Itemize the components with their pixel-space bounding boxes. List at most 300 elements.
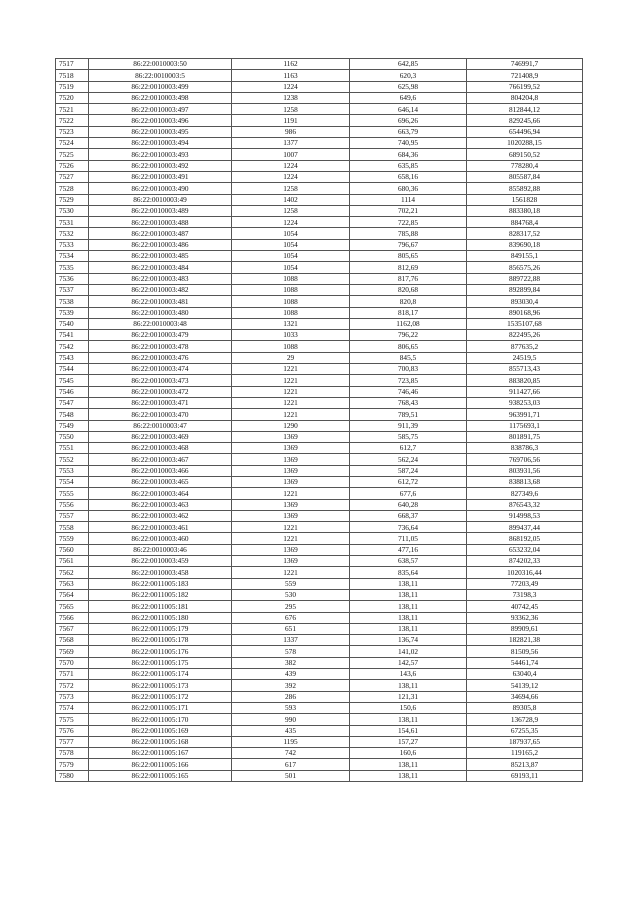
cadastral-number-cell: 86:22:0010003:47 <box>89 420 232 431</box>
row-number-cell: 7566 <box>56 612 89 623</box>
area-cell: 1054 <box>232 262 350 273</box>
cadastral-number-cell: 86:22:0011005:175 <box>89 657 232 668</box>
table-row <box>56 262 583 273</box>
cadastral-number-cell: 86:22:0010003:461 <box>89 522 232 533</box>
cadastral-value-cell: 766199,52 <box>467 81 583 92</box>
table-row <box>56 160 583 171</box>
cadastral-number-cell: 86:22:0010003:459 <box>89 556 232 567</box>
row-number-cell: 7552 <box>56 454 89 465</box>
cadastral-number-cell: 86:22:0010003:494 <box>89 138 232 149</box>
specific-value-cell: 806,65 <box>350 341 467 352</box>
specific-value-cell: 587,24 <box>350 465 467 476</box>
area-cell: 1088 <box>232 341 350 352</box>
area-cell: 530 <box>232 589 350 600</box>
cadastral-number-cell: 86:22:0010003:48 <box>89 318 232 329</box>
specific-value-cell: 1162,08 <box>350 318 467 329</box>
row-number-cell: 7537 <box>56 284 89 295</box>
cadastral-value-table <box>55 58 583 782</box>
specific-value-cell: 136,74 <box>350 635 467 646</box>
specific-value-cell: 711,05 <box>350 533 467 544</box>
cadastral-value-cell: 963991,71 <box>467 409 583 420</box>
cadastral-value-cell: 876543,32 <box>467 499 583 510</box>
area-cell: 617 <box>232 759 350 770</box>
table-row <box>56 70 583 81</box>
row-number-cell: 7543 <box>56 352 89 363</box>
specific-value-cell: 700,83 <box>350 364 467 375</box>
table-row <box>56 364 583 375</box>
specific-value-cell: 620,3 <box>350 70 467 81</box>
row-number-cell: 7574 <box>56 702 89 713</box>
cadastral-value-cell: 883820,85 <box>467 375 583 386</box>
row-number-cell: 7575 <box>56 714 89 725</box>
specific-value-cell: 789,51 <box>350 409 467 420</box>
row-number-cell: 7535 <box>56 262 89 273</box>
cadastral-number-cell: 86:22:0011005:170 <box>89 714 232 725</box>
cadastral-number-cell: 86:22:0011005:173 <box>89 680 232 691</box>
cadastral-number-cell: 86:22:0010003:46 <box>89 544 232 555</box>
row-number-cell: 7549 <box>56 420 89 431</box>
cadastral-value-cell: 803931,56 <box>467 465 583 476</box>
table-row <box>56 251 583 262</box>
table-row <box>56 499 583 510</box>
area-cell: 1007 <box>232 149 350 160</box>
cadastral-value-cell: 914998,53 <box>467 510 583 521</box>
table-row <box>56 330 583 341</box>
specific-value-cell: 677,6 <box>350 488 467 499</box>
cadastral-value-cell: 812844,12 <box>467 104 583 115</box>
row-number-cell: 7542 <box>56 341 89 352</box>
row-number-cell: 7576 <box>56 725 89 736</box>
table-row <box>56 115 583 126</box>
specific-value-cell: 684,36 <box>350 149 467 160</box>
area-cell: 1377 <box>232 138 350 149</box>
specific-value-cell: 911,39 <box>350 420 467 431</box>
cadastral-number-cell: 86:22:0010003:49 <box>89 194 232 205</box>
cadastral-value-cell: 883380,18 <box>467 205 583 216</box>
table-row <box>56 194 583 205</box>
cadastral-value-cell: 874202,33 <box>467 556 583 567</box>
area-cell: 1088 <box>232 307 350 318</box>
row-number-cell: 7572 <box>56 680 89 691</box>
area-cell: 593 <box>232 702 350 713</box>
cadastral-value-cell: 856575,26 <box>467 262 583 273</box>
row-number-cell: 7546 <box>56 386 89 397</box>
cadastral-value-cell: 653232,04 <box>467 544 583 555</box>
cadastral-number-cell: 86:22:0011005:172 <box>89 691 232 702</box>
row-number-cell: 7524 <box>56 138 89 149</box>
cadastral-number-cell: 86:22:0010003:463 <box>89 499 232 510</box>
area-cell: 1221 <box>232 364 350 375</box>
cadastral-number-cell: 86:22:0010003:480 <box>89 307 232 318</box>
cadastral-number-cell: 86:22:0010003:468 <box>89 443 232 454</box>
cadastral-value-cell: 899437,44 <box>467 522 583 533</box>
cadastral-value-cell: 855892,88 <box>467 183 583 194</box>
cadastral-value-cell: 827349,6 <box>467 488 583 499</box>
table-row <box>56 476 583 487</box>
cadastral-number-cell: 86:22:0011005:169 <box>89 725 232 736</box>
cadastral-value-cell: 805587,84 <box>467 171 583 182</box>
table-row <box>56 296 583 307</box>
row-number-cell: 7534 <box>56 251 89 262</box>
cadastral-number-cell: 86:22:0010003:470 <box>89 409 232 420</box>
cadastral-value-cell: 77203,49 <box>467 578 583 589</box>
cadastral-value-cell: 838786,3 <box>467 443 583 454</box>
specific-value-cell: 785,88 <box>350 228 467 239</box>
area-cell: 1054 <box>232 251 350 262</box>
cadastral-number-cell: 86:22:0010003:471 <box>89 397 232 408</box>
table-row <box>56 533 583 544</box>
cadastral-number-cell: 86:22:0010003:482 <box>89 284 232 295</box>
row-number-cell: 7555 <box>56 488 89 499</box>
row-number-cell: 7528 <box>56 183 89 194</box>
specific-value-cell: 638,57 <box>350 556 467 567</box>
area-cell: 1221 <box>232 386 350 397</box>
row-number-cell: 7556 <box>56 499 89 510</box>
cadastral-value-cell: 890168,96 <box>467 307 583 318</box>
area-cell: 742 <box>232 748 350 759</box>
area-cell: 676 <box>232 612 350 623</box>
row-number-cell: 7521 <box>56 104 89 115</box>
table-row <box>56 578 583 589</box>
cadastral-number-cell: 86:22:0010003:484 <box>89 262 232 273</box>
table-row <box>56 623 583 634</box>
table-row <box>56 420 583 431</box>
area-cell: 1221 <box>232 375 350 386</box>
cadastral-number-cell: 86:22:0010003:485 <box>89 251 232 262</box>
area-cell: 501 <box>232 770 350 781</box>
cadastral-value-cell: 73198,3 <box>467 589 583 600</box>
table-row <box>56 488 583 499</box>
cadastral-number-cell: 86:22:0010003:499 <box>89 81 232 92</box>
cadastral-value-cell: 654496,94 <box>467 126 583 137</box>
specific-value-cell: 138,11 <box>350 759 467 770</box>
row-number-cell: 7522 <box>56 115 89 126</box>
cadastral-number-cell: 86:22:0011005:183 <box>89 578 232 589</box>
cadastral-value-cell: 1020288,15 <box>467 138 583 149</box>
area-cell: 1221 <box>232 567 350 578</box>
cadastral-number-cell: 86:22:0010003:493 <box>89 149 232 160</box>
cadastral-value-cell: 67255,35 <box>467 725 583 736</box>
specific-value-cell: 625,98 <box>350 81 467 92</box>
area-cell: 1369 <box>232 476 350 487</box>
table-row <box>56 646 583 657</box>
table-row <box>56 454 583 465</box>
specific-value-cell: 141,02 <box>350 646 467 657</box>
table-row <box>56 59 583 70</box>
specific-value-cell: 812,69 <box>350 262 467 273</box>
table-row <box>56 567 583 578</box>
cadastral-value-cell: 24519,5 <box>467 352 583 363</box>
row-number-cell: 7533 <box>56 239 89 250</box>
specific-value-cell: 585,75 <box>350 431 467 442</box>
cadastral-number-cell: 86:22:0010003:496 <box>89 115 232 126</box>
table-row <box>56 217 583 228</box>
table-row <box>56 149 583 160</box>
area-cell: 1195 <box>232 736 350 747</box>
area-cell: 1369 <box>232 556 350 567</box>
area-cell: 1369 <box>232 510 350 521</box>
cadastral-number-cell: 86:22:0010003:464 <box>89 488 232 499</box>
specific-value-cell: 736,64 <box>350 522 467 533</box>
area-cell: 1224 <box>232 217 350 228</box>
cadastral-value-cell: 938253,03 <box>467 397 583 408</box>
cadastral-value-cell: 721408,9 <box>467 70 583 81</box>
row-number-cell: 7536 <box>56 273 89 284</box>
cadastral-value-cell: 54461,74 <box>467 657 583 668</box>
cadastral-value-cell: 34694,66 <box>467 691 583 702</box>
cadastral-value-cell: 889722,88 <box>467 273 583 284</box>
area-cell: 1088 <box>232 273 350 284</box>
row-number-cell: 7531 <box>56 217 89 228</box>
area-cell: 1163 <box>232 70 350 81</box>
cadastral-value-cell: 893030,4 <box>467 296 583 307</box>
area-cell: 1221 <box>232 397 350 408</box>
area-cell: 295 <box>232 601 350 612</box>
cadastral-number-cell: 86:22:0011005:168 <box>89 736 232 747</box>
table-row <box>56 431 583 442</box>
row-number-cell: 7545 <box>56 375 89 386</box>
row-number-cell: 7541 <box>56 330 89 341</box>
row-number-cell: 7550 <box>56 431 89 442</box>
row-number-cell: 7579 <box>56 759 89 770</box>
area-cell: 1088 <box>232 296 350 307</box>
specific-value-cell: 740,95 <box>350 138 467 149</box>
cadastral-value-cell: 838813,68 <box>467 476 583 487</box>
table-row <box>56 714 583 725</box>
table-row <box>56 669 583 680</box>
specific-value-cell: 746,46 <box>350 386 467 397</box>
specific-value-cell: 820,8 <box>350 296 467 307</box>
cadastral-value-cell: 839690,18 <box>467 239 583 250</box>
cadastral-number-cell: 86:22:0010003:489 <box>89 205 232 216</box>
cadastral-number-cell: 86:22:0010003:487 <box>89 228 232 239</box>
cadastral-value-cell: 778280,4 <box>467 160 583 171</box>
cadastral-value-cell: 804204,8 <box>467 92 583 103</box>
area-cell: 1258 <box>232 104 350 115</box>
table-row <box>56 138 583 149</box>
row-number-cell: 7573 <box>56 691 89 702</box>
row-number-cell: 7538 <box>56 296 89 307</box>
row-number-cell: 7578 <box>56 748 89 759</box>
table-row <box>56 443 583 454</box>
area-cell: 1088 <box>232 284 350 295</box>
row-number-cell: 7540 <box>56 318 89 329</box>
table-row <box>56 680 583 691</box>
area-cell: 1369 <box>232 465 350 476</box>
area-cell: 1054 <box>232 228 350 239</box>
row-number-cell: 7554 <box>56 476 89 487</box>
specific-value-cell: 138,11 <box>350 714 467 725</box>
specific-value-cell: 702,21 <box>350 205 467 216</box>
cadastral-value-cell: 801891,75 <box>467 431 583 442</box>
area-cell: 559 <box>232 578 350 589</box>
area-cell: 1258 <box>232 183 350 194</box>
specific-value-cell: 477,16 <box>350 544 467 555</box>
table-row <box>56 205 583 216</box>
specific-value-cell: 668,37 <box>350 510 467 521</box>
specific-value-cell: 138,11 <box>350 623 467 634</box>
cadastral-number-cell: 86:22:0010003:462 <box>89 510 232 521</box>
area-cell: 392 <box>232 680 350 691</box>
row-number-cell: 7551 <box>56 443 89 454</box>
cadastral-value-cell: 1561828 <box>467 194 583 205</box>
specific-value-cell: 138,11 <box>350 589 467 600</box>
row-number-cell: 7526 <box>56 160 89 171</box>
cadastral-value-cell: 85213,87 <box>467 759 583 770</box>
row-number-cell: 7567 <box>56 623 89 634</box>
table-row <box>56 556 583 567</box>
cadastral-number-cell: 86:22:0010003:490 <box>89 183 232 194</box>
table-row <box>56 183 583 194</box>
specific-value-cell: 663,79 <box>350 126 467 137</box>
cadastral-number-cell: 86:22:0010003:460 <box>89 533 232 544</box>
table-row <box>56 770 583 781</box>
row-number-cell: 7548 <box>56 409 89 420</box>
specific-value-cell: 805,65 <box>350 251 467 262</box>
table-row <box>56 352 583 363</box>
area-cell: 29 <box>232 352 350 363</box>
cadastral-number-cell: 86:22:0010003:492 <box>89 160 232 171</box>
row-number-cell: 7568 <box>56 635 89 646</box>
table-row <box>56 736 583 747</box>
row-number-cell: 7560 <box>56 544 89 555</box>
cadastral-value-cell: 1535107,68 <box>467 318 583 329</box>
table-row <box>56 589 583 600</box>
specific-value-cell: 138,11 <box>350 680 467 691</box>
cadastral-number-cell: 86:22:0010003:473 <box>89 375 232 386</box>
cadastral-value-cell: 182821,38 <box>467 635 583 646</box>
cadastral-number-cell: 86:22:0011005:167 <box>89 748 232 759</box>
row-number-cell: 7544 <box>56 364 89 375</box>
table-row <box>56 465 583 476</box>
specific-value-cell: 820,68 <box>350 284 467 295</box>
table-row <box>56 81 583 92</box>
area-cell: 382 <box>232 657 350 668</box>
cadastral-value-cell: 69193,11 <box>467 770 583 781</box>
specific-value-cell: 640,28 <box>350 499 467 510</box>
row-number-cell: 7519 <box>56 81 89 92</box>
specific-value-cell: 796,67 <box>350 239 467 250</box>
row-number-cell: 7547 <box>56 397 89 408</box>
area-cell: 1221 <box>232 522 350 533</box>
cadastral-number-cell: 86:22:0011005:174 <box>89 669 232 680</box>
table-row <box>56 522 583 533</box>
area-cell: 1402 <box>232 194 350 205</box>
table-row <box>56 126 583 137</box>
cadastral-number-cell: 86:22:0010003:467 <box>89 454 232 465</box>
cadastral-number-cell: 86:22:0010003:472 <box>89 386 232 397</box>
specific-value-cell: 1114 <box>350 194 467 205</box>
table-row <box>56 375 583 386</box>
cadastral-value-cell: 119165,2 <box>467 748 583 759</box>
cadastral-value-cell: 877635,2 <box>467 341 583 352</box>
area-cell: 1369 <box>232 431 350 442</box>
area-cell: 1221 <box>232 533 350 544</box>
row-number-cell: 7558 <box>56 522 89 533</box>
cadastral-number-cell: 86:22:0010003:479 <box>89 330 232 341</box>
specific-value-cell: 723,85 <box>350 375 467 386</box>
row-number-cell: 7571 <box>56 669 89 680</box>
cadastral-value-cell: 81509,56 <box>467 646 583 657</box>
cadastral-value-cell: 89909,61 <box>467 623 583 634</box>
area-cell: 439 <box>232 669 350 680</box>
area-cell: 1221 <box>232 488 350 499</box>
row-number-cell: 7523 <box>56 126 89 137</box>
area-cell: 1290 <box>232 420 350 431</box>
table-row <box>56 273 583 284</box>
specific-value-cell: 817,76 <box>350 273 467 284</box>
table-row <box>56 748 583 759</box>
area-cell: 1191 <box>232 115 350 126</box>
table-row <box>56 635 583 646</box>
cadastral-value-cell: 868192,05 <box>467 533 583 544</box>
area-cell: 578 <box>232 646 350 657</box>
table-row <box>56 612 583 623</box>
cadastral-number-cell: 86:22:0011005:179 <box>89 623 232 634</box>
cadastral-number-cell: 86:22:0010003:495 <box>89 126 232 137</box>
specific-value-cell: 160,6 <box>350 748 467 759</box>
row-number-cell: 7559 <box>56 533 89 544</box>
cadastral-number-cell: 86:22:0010003:488 <box>89 217 232 228</box>
table-row <box>56 171 583 182</box>
row-number-cell: 7564 <box>56 589 89 600</box>
specific-value-cell: 562,24 <box>350 454 467 465</box>
cadastral-value-cell: 689150,52 <box>467 149 583 160</box>
cadastral-value-cell: 1020316,44 <box>467 567 583 578</box>
specific-value-cell: 612,7 <box>350 443 467 454</box>
table-row <box>56 239 583 250</box>
row-number-cell: 7525 <box>56 149 89 160</box>
area-cell: 1238 <box>232 92 350 103</box>
cadastral-number-cell: 86:22:0010003:497 <box>89 104 232 115</box>
specific-value-cell: 680,36 <box>350 183 467 194</box>
cadastral-value-cell: 89305,8 <box>467 702 583 713</box>
cadastral-number-cell: 86:22:0010003:465 <box>89 476 232 487</box>
table-row <box>56 510 583 521</box>
cadastral-number-cell: 86:22:0010003:5 <box>89 70 232 81</box>
specific-value-cell: 154,61 <box>350 725 467 736</box>
row-number-cell: 7529 <box>56 194 89 205</box>
table-row <box>56 92 583 103</box>
cadastral-number-cell: 86:22:0010003:50 <box>89 59 232 70</box>
cadastral-number-cell: 86:22:0011005:181 <box>89 601 232 612</box>
cadastral-number-cell: 86:22:0010003:478 <box>89 341 232 352</box>
row-number-cell: 7569 <box>56 646 89 657</box>
cadastral-value-cell: 829245,66 <box>467 115 583 126</box>
row-number-cell: 7517 <box>56 59 89 70</box>
specific-value-cell: 138,11 <box>350 612 467 623</box>
area-cell: 1162 <box>232 59 350 70</box>
area-cell: 1321 <box>232 318 350 329</box>
cadastral-value-cell: 93362,36 <box>467 612 583 623</box>
area-cell: 1224 <box>232 171 350 182</box>
row-number-cell: 7565 <box>56 601 89 612</box>
specific-value-cell: 635,85 <box>350 160 467 171</box>
table-row <box>56 386 583 397</box>
cadastral-value-cell: 884768,4 <box>467 217 583 228</box>
specific-value-cell: 658,16 <box>350 171 467 182</box>
cadastral-number-cell: 86:22:0011005:176 <box>89 646 232 657</box>
area-cell: 286 <box>232 691 350 702</box>
specific-value-cell: 646,14 <box>350 104 467 115</box>
cadastral-number-cell: 86:22:0011005:165 <box>89 770 232 781</box>
specific-value-cell: 796,22 <box>350 330 467 341</box>
table-row <box>56 657 583 668</box>
cadastral-value-cell: 769706,56 <box>467 454 583 465</box>
area-cell: 1224 <box>232 81 350 92</box>
cadastral-value-cell: 746991,7 <box>467 59 583 70</box>
area-cell: 1369 <box>232 499 350 510</box>
